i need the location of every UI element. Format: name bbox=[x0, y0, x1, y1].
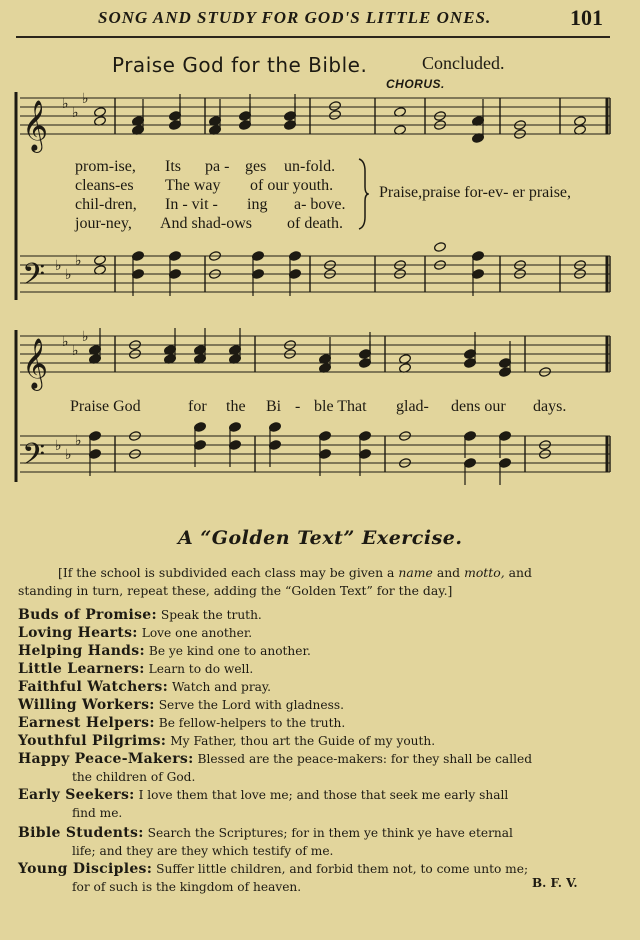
lyric-word: - bbox=[295, 398, 301, 415]
intro-emphasis-name: name bbox=[398, 565, 433, 580]
class-name: Willing Workers: bbox=[18, 697, 155, 713]
lyric-word: for bbox=[188, 398, 207, 415]
list-item bbox=[18, 642, 618, 660]
intro-text: and bbox=[508, 565, 532, 580]
lyric-word: glad- bbox=[396, 398, 429, 415]
list-item bbox=[18, 678, 618, 696]
intro-line-2: standing in turn, repeat these, adding the “Golden Text” for the day.] bbox=[18, 583, 453, 598]
svg-text:♭: ♭ bbox=[62, 96, 69, 112]
lyric-word: cleans-es bbox=[75, 177, 134, 194]
exercise-title: A “Golden Text” Exercise. bbox=[178, 527, 463, 549]
list-item bbox=[18, 714, 618, 732]
lyric-word: prom-ise, bbox=[75, 158, 136, 175]
list-item bbox=[18, 660, 618, 678]
motto-text: Be fellow-helpers to the truth. bbox=[158, 716, 346, 730]
intro-emphasis-motto: motto, bbox=[464, 565, 505, 580]
hymn-concluded-label: Concluded. bbox=[422, 53, 505, 73]
intro-text: and bbox=[436, 565, 461, 580]
lyric-word: of our youth. bbox=[250, 177, 334, 194]
class-name: Bible Students: bbox=[18, 825, 144, 841]
motto-text: Be ye kind one to another. bbox=[148, 644, 311, 658]
lyric-word: chil-dren, bbox=[75, 196, 137, 213]
verse-brace bbox=[357, 157, 369, 231]
lyric-word: ble That bbox=[314, 398, 367, 415]
svg-text:♭: ♭ bbox=[82, 91, 89, 107]
class-name: Earnest Helpers: bbox=[18, 715, 155, 731]
motto-text: Search the Scriptures; for in them ye think ye have eternal bbox=[147, 826, 513, 840]
running-title: SONG AND STUDY FOR GOD'S LITTLE ONES. bbox=[98, 8, 492, 27]
list-item bbox=[18, 696, 618, 714]
bass-staff-2 bbox=[20, 436, 610, 472]
svg-text:♭: ♭ bbox=[72, 105, 79, 121]
motto-text: Watch and pray. bbox=[172, 680, 272, 694]
lyric-word: the bbox=[226, 398, 246, 415]
intro-text: [If the school is subdivided each class may be given a bbox=[58, 565, 395, 580]
svg-text:𝄢: 𝄢 bbox=[22, 438, 46, 479]
svg-text:𝄞: 𝄞 bbox=[22, 100, 49, 151]
list-item bbox=[18, 750, 618, 786]
motto-text: Suffer little children, and forbid them not, to come unto me; bbox=[156, 862, 529, 876]
svg-text:𝄢: 𝄢 bbox=[22, 258, 46, 299]
svg-text:♭: ♭ bbox=[75, 253, 82, 269]
exercise-intro bbox=[18, 564, 614, 600]
svg-text:♭: ♭ bbox=[82, 329, 89, 345]
svg-text:♭: ♭ bbox=[55, 258, 62, 274]
list-item bbox=[18, 606, 618, 624]
list-item bbox=[18, 732, 618, 750]
svg-text:♭: ♭ bbox=[75, 433, 82, 449]
treble-staff-2 bbox=[20, 336, 610, 372]
svg-text:♭: ♭ bbox=[55, 438, 62, 454]
motto-continuation: the children of God. bbox=[72, 770, 196, 784]
chorus-lyric: Praise,praise for-ev- er praise, bbox=[379, 184, 572, 201]
author-initials: B. F. V. bbox=[532, 876, 578, 890]
lyric-word: In - vit - bbox=[165, 196, 218, 213]
svg-text:♭: ♭ bbox=[65, 267, 72, 283]
motto-text: My Father, thou art the Guide of my youth. bbox=[170, 734, 436, 748]
class-name: Loving Hearts: bbox=[18, 625, 138, 641]
class-name: Faithful Watchers: bbox=[18, 679, 169, 695]
list-item bbox=[18, 624, 618, 642]
lyric-word: Its bbox=[165, 158, 181, 175]
lyric-word: pa - bbox=[205, 158, 230, 175]
svg-text:♭: ♭ bbox=[72, 343, 79, 359]
class-name: Helping Hands: bbox=[18, 643, 145, 659]
motto-text: Learn to do well. bbox=[148, 662, 254, 676]
motto-text: Love one another. bbox=[141, 626, 253, 640]
lyric-word: un-fold. bbox=[284, 158, 336, 175]
hymn-title: Praise God for the Bible. bbox=[112, 53, 368, 77]
lyric-word: ing bbox=[247, 196, 268, 213]
motto-text: Blessed are the peace-makers: for they shall be called bbox=[197, 752, 533, 766]
lyric-word: jour-ney, bbox=[75, 215, 132, 232]
lyric-word: Praise God bbox=[70, 398, 141, 415]
class-name: Early Seekers: bbox=[18, 787, 135, 803]
lyric-word: ges bbox=[245, 158, 267, 175]
motto-text: I love them that love me; and those that seek me early shall bbox=[138, 788, 509, 802]
svg-text:♭: ♭ bbox=[65, 447, 72, 463]
motto-text: Serve the Lord with gladness. bbox=[158, 698, 344, 712]
lyric-word: The way bbox=[165, 177, 221, 194]
lyric-word: And shad-ows bbox=[160, 215, 252, 232]
motto-text: Speak the truth. bbox=[160, 608, 262, 622]
lyric-word: days. bbox=[533, 398, 567, 415]
list-item bbox=[18, 860, 618, 896]
class-name: Happy Peace-Makers: bbox=[18, 751, 194, 767]
lyric-word: a- bove. bbox=[294, 196, 346, 213]
chorus-label: CHORUS. bbox=[386, 77, 445, 91]
lyric-word: Bi bbox=[266, 398, 282, 415]
class-name: Buds of Promise: bbox=[18, 607, 157, 623]
svg-text:𝄞: 𝄞 bbox=[22, 338, 49, 389]
class-name: Little Learners: bbox=[18, 661, 145, 677]
motto-continuation: find me. bbox=[72, 806, 123, 820]
lyric-word: of death. bbox=[287, 215, 343, 232]
class-name: Young Disciples: bbox=[18, 861, 153, 877]
lyric-word: dens our bbox=[451, 398, 506, 415]
list-item bbox=[18, 786, 618, 822]
page-number: 101 bbox=[570, 5, 603, 30]
motto-continuation: for of such is the kingdom of heaven. bbox=[72, 880, 302, 894]
class-name: Youthful Pilgrims: bbox=[18, 733, 167, 749]
motto-continuation: life; and they are they which testify of me. bbox=[72, 844, 334, 858]
svg-text:♭: ♭ bbox=[62, 334, 69, 350]
list-item bbox=[18, 824, 618, 860]
